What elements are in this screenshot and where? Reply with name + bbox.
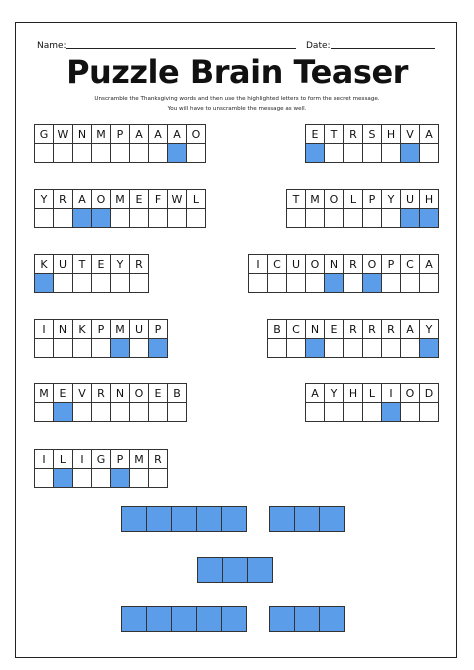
scrambled-letter: R [91,383,111,403]
answer-box[interactable] [286,338,306,358]
secret-letter-box[interactable] [171,506,197,532]
scrambled-letter: R [148,449,168,469]
scrambled-letters-row [34,189,206,209]
answer-box[interactable] [343,402,363,422]
scramble-puzzle [267,319,439,358]
answer-boxes-row [34,469,168,488]
secret-letter-box[interactable] [222,557,248,583]
scrambled-letter: Y [381,189,401,209]
scrambled-letter: P [148,319,168,339]
answer-box[interactable] [419,273,439,293]
scrambled-letter: E [129,189,149,209]
scrambled-letter: A [167,124,187,144]
scrambled-letter: L [362,383,382,403]
answer-box[interactable] [324,208,344,228]
answer-boxes-row [34,209,206,228]
answer-box[interactable] [167,402,187,422]
answer-box[interactable] [286,208,306,228]
scrambled-letter: O [129,383,149,403]
answer-box[interactable] [362,208,382,228]
answer-box[interactable] [91,273,111,293]
secret-letter-box[interactable] [269,606,295,632]
scrambled-letter: K [72,319,92,339]
scrambled-letters-row [267,319,439,339]
secret-word-boxes [270,507,345,532]
secret-letter-box[interactable] [146,506,172,532]
highlighted-answer-box[interactable] [305,338,325,358]
highlighted-answer-box[interactable] [419,208,439,228]
highlighted-answer-box[interactable] [167,143,187,163]
scramble-puzzle [305,124,439,163]
secret-letter-box[interactable] [196,506,222,532]
secret-letter-box[interactable] [221,506,247,532]
scrambled-letter: U [129,319,149,339]
scrambled-letter: E [324,319,344,339]
scrambled-letters-row [34,319,168,339]
highlighted-answer-box[interactable] [34,273,54,293]
scrambled-letter: I [248,254,268,274]
scrambled-letter: R [343,124,363,144]
scrambled-letter: S [362,124,382,144]
scrambled-letter: W [53,124,73,144]
scramble-puzzle [34,319,168,358]
scrambled-letter: R [343,254,363,274]
answer-box[interactable] [148,208,168,228]
secret-letter-box[interactable] [294,506,320,532]
scrambled-letter: T [324,124,344,144]
scrambled-letters-row [34,449,168,469]
answer-box[interactable] [362,402,382,422]
scrambled-letter: O [324,189,344,209]
answer-box[interactable] [148,402,168,422]
highlighted-answer-box[interactable] [110,468,130,488]
answer-box[interactable] [324,338,344,358]
highlighted-answer-box[interactable] [53,468,73,488]
scrambled-letter: E [148,383,168,403]
answer-box[interactable] [91,402,111,422]
scrambled-letter: V [72,383,92,403]
answer-box[interactable] [129,468,149,488]
answer-box[interactable] [286,273,306,293]
scrambled-letter: L [53,449,73,469]
scrambled-letters-row [34,383,187,403]
scrambled-letter: M [110,189,130,209]
scrambled-letter: O [91,189,111,209]
scramble-puzzle [34,124,206,163]
scrambled-letter: R [129,254,149,274]
scrambled-letter: A [72,189,92,209]
answer-box[interactable] [72,273,92,293]
answer-box[interactable] [167,208,187,228]
date-label: Date: [306,41,331,51]
scrambled-letter: N [53,319,73,339]
answer-box[interactable] [91,143,111,163]
secret-letter-box[interactable] [171,606,197,632]
secret-letter-box[interactable] [319,506,345,532]
scrambled-letter: M [110,319,130,339]
scramble-puzzle [34,189,206,228]
answer-box[interactable] [34,402,54,422]
scrambled-letter: U [286,254,306,274]
answer-boxes-row [267,339,439,358]
scrambled-letter: Y [324,383,344,403]
highlighted-answer-box[interactable] [53,402,73,422]
highlighted-answer-box[interactable] [91,208,111,228]
answer-box[interactable] [419,143,439,163]
scrambled-letter: P [362,189,382,209]
answer-box[interactable] [381,208,401,228]
instructions-line-1: Unscramble the Thanksgiving words and then use the highlighted letters to form the secret message. [94,96,380,102]
highlighted-answer-box[interactable] [400,208,420,228]
answer-boxes-row [34,403,187,422]
scrambled-letters-row [248,254,439,274]
scrambled-letter: O [186,124,206,144]
answer-boxes-row [34,339,168,358]
scrambled-letter: I [72,449,92,469]
secret-letter-box[interactable] [221,606,247,632]
answer-box[interactable] [305,273,325,293]
answer-box[interactable] [72,402,92,422]
answer-boxes-row [286,209,439,228]
answer-boxes-row [305,144,439,163]
scrambled-letter: P [110,449,130,469]
answer-box[interactable] [186,143,206,163]
answer-box[interactable] [110,208,130,228]
answer-box[interactable] [72,468,92,488]
answer-box[interactable] [72,143,92,163]
scrambled-letters-row [34,254,149,274]
secret-letter-box[interactable] [196,606,222,632]
highlighted-answer-box[interactable] [381,402,401,422]
scrambled-letter: Y [419,319,439,339]
answer-box[interactable] [129,273,149,293]
scrambled-letter: O [362,254,382,274]
highlighted-answer-box[interactable] [148,338,168,358]
scrambled-letter: O [305,254,325,274]
scrambled-letter: F [148,189,168,209]
scrambled-letter: B [167,383,187,403]
scrambled-letter: I [381,383,401,403]
scrambled-letter: O [400,383,420,403]
answer-boxes-row [305,403,439,422]
answer-box[interactable] [343,338,363,358]
scramble-puzzle [248,254,439,293]
secret-letter-box[interactable] [319,606,345,632]
scramble-puzzle [34,383,187,422]
scrambled-letters-row [305,383,439,403]
scrambled-letter: R [362,319,382,339]
scrambled-letter: A [305,383,325,403]
answer-box[interactable] [362,338,382,358]
scrambled-letter: A [148,124,168,144]
answer-box[interactable] [53,338,73,358]
date-field[interactable] [331,48,435,49]
answer-box[interactable] [91,468,111,488]
answer-box[interactable] [343,208,363,228]
secret-letter-box[interactable] [146,606,172,632]
scrambled-letter: N [72,124,92,144]
highlighted-answer-box[interactable] [362,273,382,293]
scrambled-letter: R [343,319,363,339]
answer-box[interactable] [381,143,401,163]
answer-box[interactable] [129,338,149,358]
answer-box[interactable] [400,338,420,358]
scrambled-letter: A [129,124,149,144]
scrambled-letter: H [343,383,363,403]
secret-letter-box[interactable] [121,506,147,532]
answer-box[interactable] [248,273,268,293]
secret-word-boxes [122,607,247,632]
secret-word-boxes [270,607,345,632]
scrambled-letter: R [53,189,73,209]
scrambled-letter: E [91,254,111,274]
scrambled-letter: H [381,124,401,144]
page-title: Puzzle Brain Teaser [66,53,408,91]
scrambled-letter: I [34,449,54,469]
answer-box[interactable] [91,338,111,358]
scrambled-letter: T [286,189,306,209]
answer-box[interactable] [267,273,287,293]
scrambled-letter: P [381,254,401,274]
answer-box[interactable] [148,468,168,488]
scrambled-letter: N [110,383,130,403]
answer-box[interactable] [324,143,344,163]
scrambled-letter: L [343,189,363,209]
scrambled-letter: E [305,124,325,144]
answer-box[interactable] [53,273,73,293]
scrambled-letter: M [34,383,54,403]
answer-box[interactable] [419,402,439,422]
scrambled-letter: C [267,254,287,274]
answer-box[interactable] [34,338,54,358]
answer-box[interactable] [186,208,206,228]
scrambled-letter: A [419,124,439,144]
answer-box[interactable] [343,273,363,293]
answer-box[interactable] [34,143,54,163]
answer-box[interactable] [129,143,149,163]
scrambled-letter: T [72,254,92,274]
answer-box[interactable] [72,338,92,358]
answer-boxes-row [34,274,149,293]
answer-box[interactable] [53,208,73,228]
answer-box[interactable] [381,273,401,293]
highlighted-answer-box[interactable] [305,143,325,163]
scramble-puzzle [286,189,439,228]
scrambled-letter: D [419,383,439,403]
answer-box[interactable] [148,143,168,163]
scrambled-letter: U [400,189,420,209]
scrambled-letter: P [91,319,111,339]
scrambled-letter: G [91,449,111,469]
scrambled-letters-row [286,189,439,209]
secret-letter-box[interactable] [294,606,320,632]
scrambled-letter: C [400,254,420,274]
highlighted-answer-box[interactable] [324,273,344,293]
scrambled-letter: N [324,254,344,274]
secret-letter-box[interactable] [247,557,273,583]
answer-box[interactable] [110,143,130,163]
scrambled-letter: R [381,319,401,339]
highlighted-answer-box[interactable] [419,338,439,358]
scrambled-letter: M [305,189,325,209]
answer-box[interactable] [129,208,149,228]
answer-box[interactable] [110,273,130,293]
scrambled-letter: P [110,124,130,144]
scrambled-letter: A [400,319,420,339]
name-label: Name: [37,41,67,51]
scrambled-letter: U [53,254,73,274]
answer-box[interactable] [53,143,73,163]
answer-box[interactable] [305,402,325,422]
scramble-puzzle [34,449,168,488]
secret-letter-box[interactable] [197,557,223,583]
scrambled-letter: E [53,383,73,403]
scrambled-letters-row [34,124,206,144]
secret-letter-box[interactable] [121,606,147,632]
highlighted-answer-box[interactable] [72,208,92,228]
scrambled-letter: W [167,189,187,209]
scrambled-letter: G [34,124,54,144]
answer-box[interactable] [34,208,54,228]
scrambled-letter: B [267,319,287,339]
answer-box[interactable] [324,402,344,422]
name-field[interactable] [66,48,296,49]
scrambled-letter: M [91,124,111,144]
scrambled-letter: C [286,319,306,339]
scrambled-letter: Y [34,189,54,209]
secret-word-boxes [122,507,247,532]
scrambled-letters-row [305,124,439,144]
secret-word-boxes [198,558,273,583]
instructions-line-2: You will have to unscramble the message as well. [167,106,307,112]
secret-letter-box[interactable] [269,506,295,532]
answer-box[interactable] [110,402,130,422]
answer-box[interactable] [343,143,363,163]
highlighted-answer-box[interactable] [400,143,420,163]
answer-box[interactable] [381,338,401,358]
scrambled-letter: I [34,319,54,339]
scrambled-letter: A [419,254,439,274]
scrambled-letter: V [400,124,420,144]
scrambled-letter: K [34,254,54,274]
answer-boxes-row [34,144,206,163]
answer-box[interactable] [34,468,54,488]
answer-box[interactable] [400,402,420,422]
highlighted-answer-box[interactable] [110,338,130,358]
answer-boxes-row [248,274,439,293]
answer-box[interactable] [362,143,382,163]
answer-box[interactable] [129,402,149,422]
answer-box[interactable] [305,208,325,228]
scramble-puzzle [305,383,439,422]
scramble-puzzle [34,254,149,293]
answer-box[interactable] [267,338,287,358]
scrambled-letter: H [419,189,439,209]
scrambled-letter: M [129,449,149,469]
answer-box[interactable] [400,273,420,293]
scrambled-letter: L [186,189,206,209]
scrambled-letter: N [305,319,325,339]
scrambled-letter: Y [110,254,130,274]
